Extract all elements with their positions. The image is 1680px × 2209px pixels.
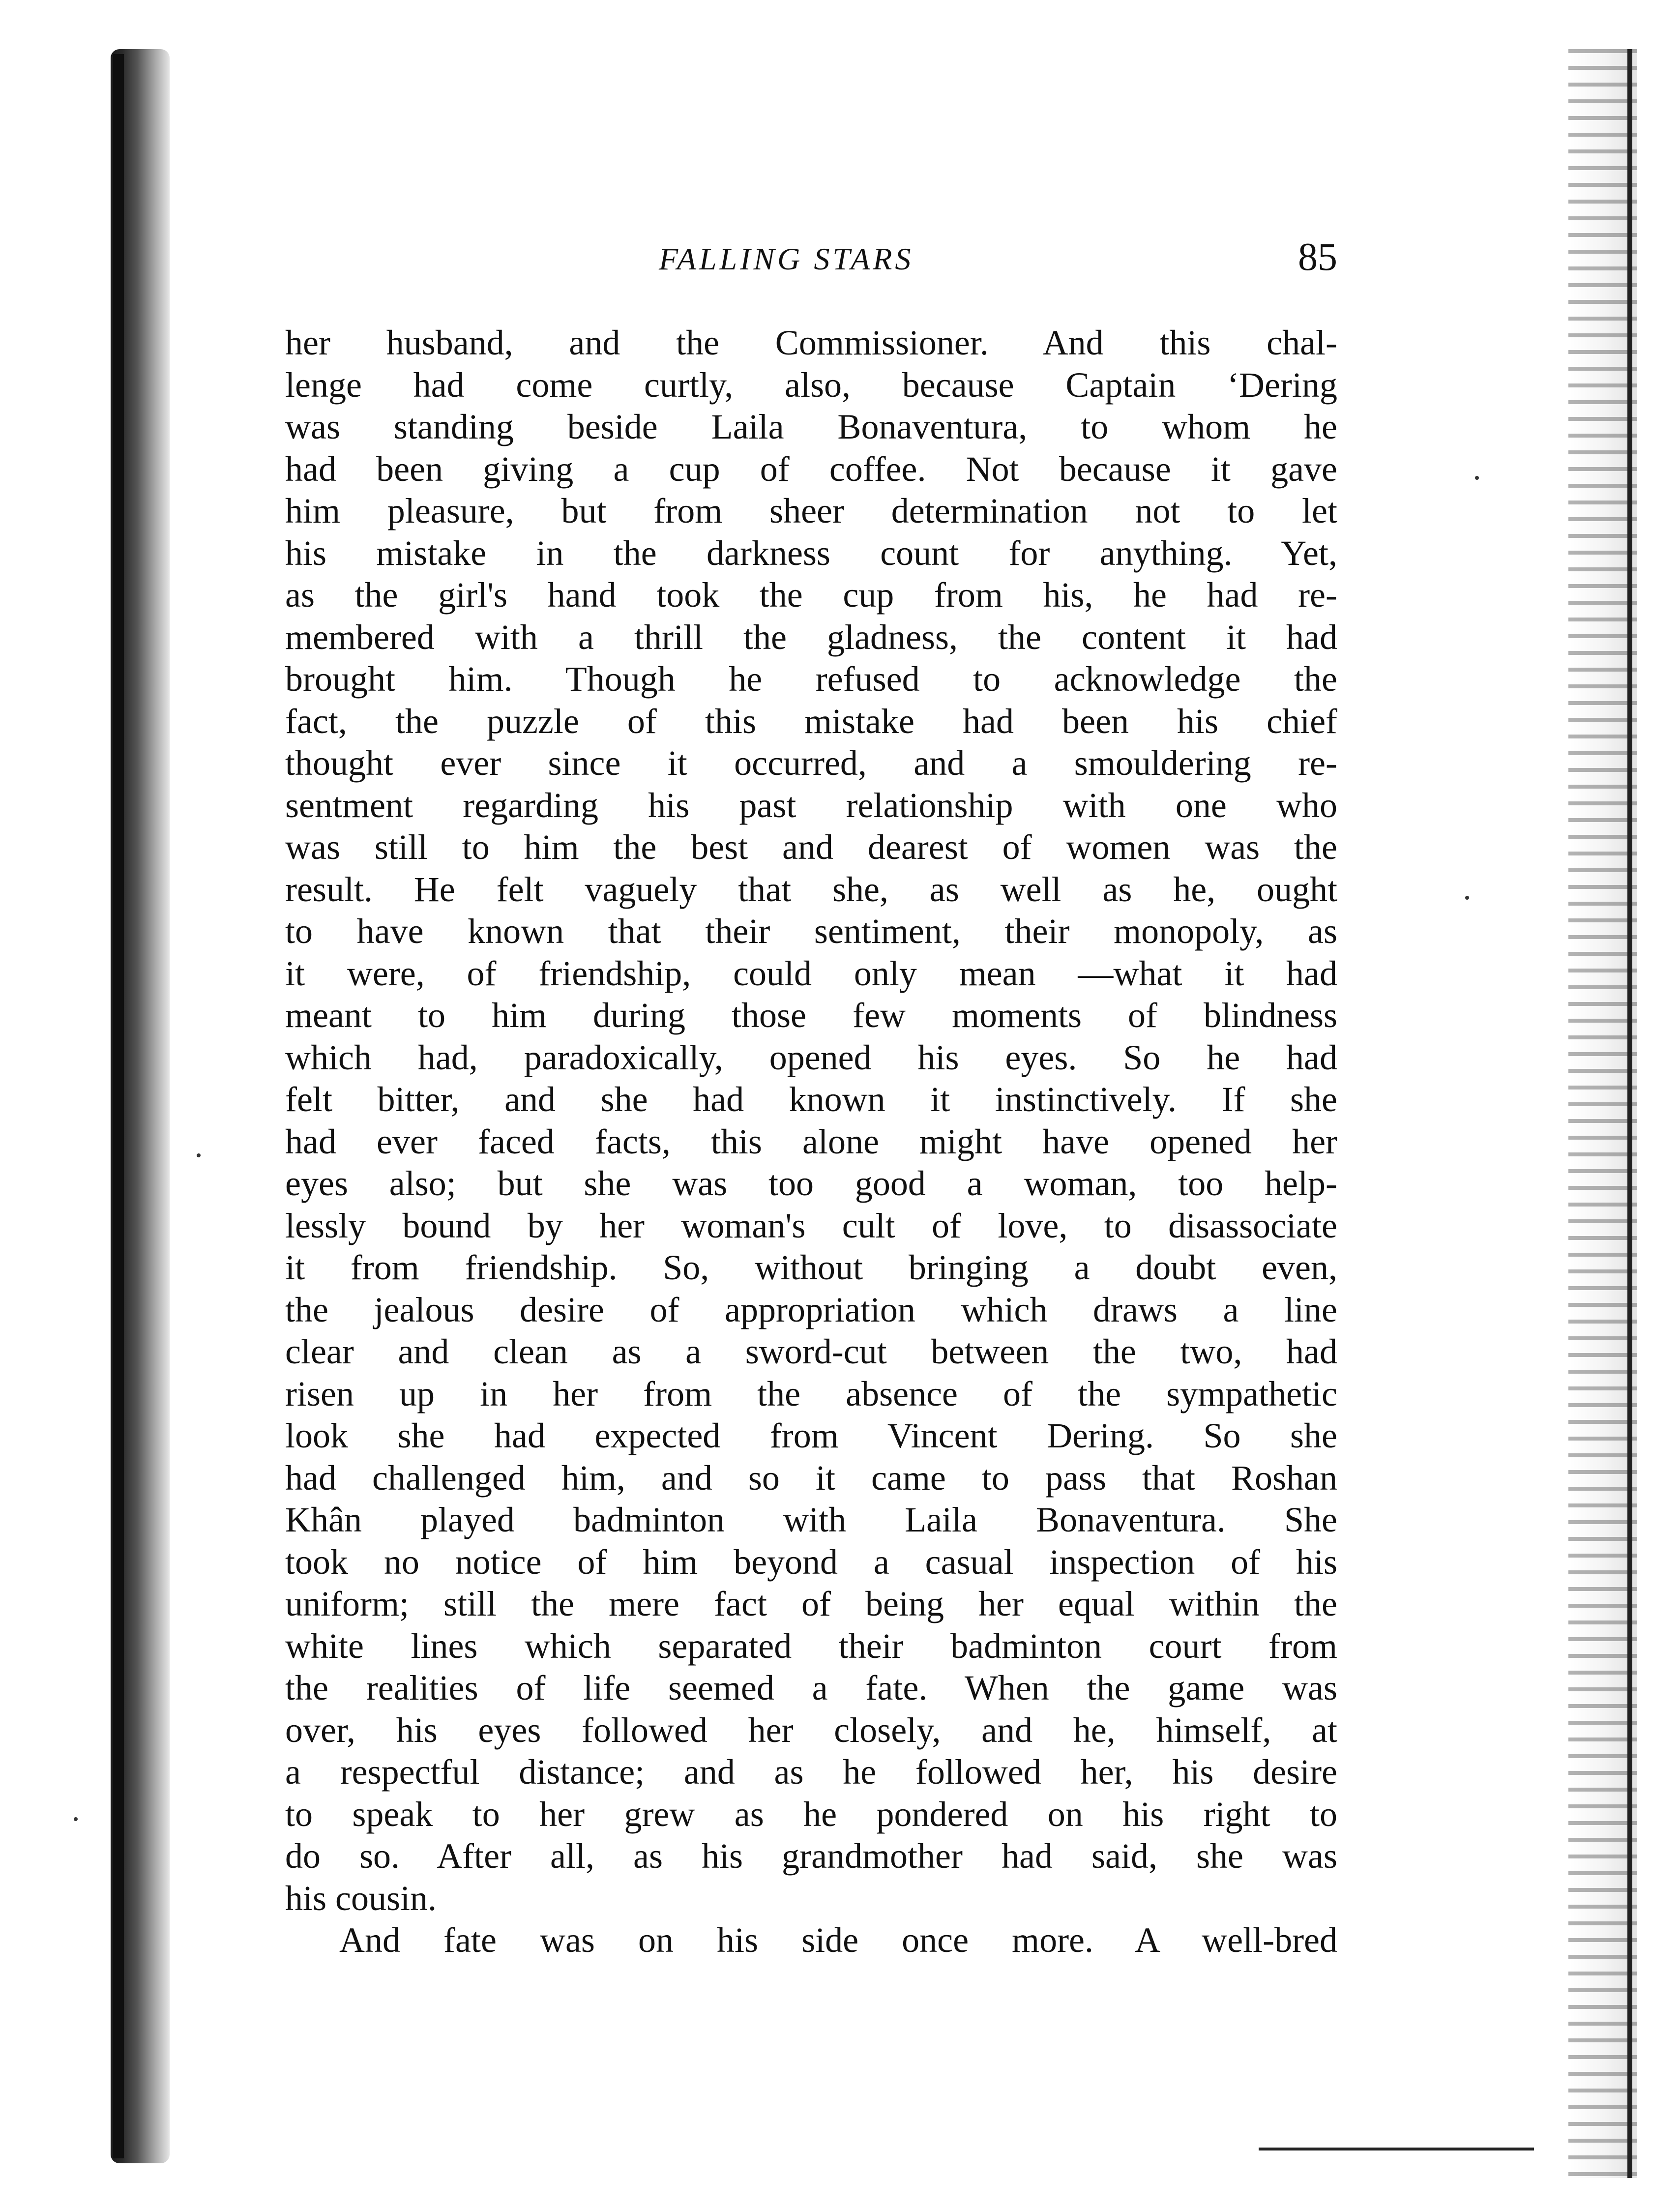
gutter-edge [113, 54, 124, 2158]
ink-speck [1465, 896, 1469, 900]
text-line: look she had expected from Vincent Dering. So she [285, 1416, 1337, 1455]
text-line: lessly bound by her woman's cult of love, to disassociate [285, 1206, 1337, 1245]
text-line: brought him. Though he refused to acknowledge the [285, 659, 1337, 699]
text-line: fact, the puzzle of this mistake had been his chief [285, 701, 1337, 741]
ink-speck [197, 1153, 201, 1157]
text-line: eyes also; but she was too good a woman, too help- [285, 1164, 1337, 1203]
text-line: had challenged him, and so it came to pass that Roshan [285, 1458, 1337, 1498]
text-line: meant to him during those few moments of blindness [285, 996, 1337, 1035]
text-line: the realities of life seemed a fate. When the game was [285, 1668, 1337, 1708]
text-line: had been giving a cup of coffee. Not because it gave [285, 449, 1337, 489]
text-line: his mistake in the darkness count for anything. Yet, [285, 533, 1337, 573]
paragraph-end-line: his cousin. [285, 1878, 437, 1918]
text-line: was standing beside Laila Bonaventura, to whom he [285, 407, 1337, 446]
text-line: had ever faced facts, this alone might have opened her [285, 1121, 1337, 1161]
text-line: it from friendship. So, without bringing a doubt even, [285, 1248, 1337, 1287]
text-line: lenge had come curtly, also, because Captain ‘Dering [285, 365, 1337, 405]
text-line: clear and clean as a sword-cut between the two, had [285, 1332, 1337, 1371]
page-edge-line [1627, 49, 1632, 2178]
text-line: to have known that their sentiment, their monopoly, as [285, 912, 1337, 951]
text-line: felt bitter, and she had known it instinctively. If she [285, 1080, 1337, 1119]
ink-speck [1475, 476, 1479, 480]
text-line: risen up in her from the absence of the sympathetic [285, 1374, 1337, 1414]
text-line: white lines which separated their badminton court from [285, 1626, 1337, 1666]
text-line: uniform; still the mere fact of being her equal within the [285, 1584, 1337, 1623]
text-line: as the girl's hand took the cup from his, he had re- [285, 575, 1337, 615]
text-line: Khân played badminton with Laila Bonaventura. She [285, 1500, 1337, 1539]
body-text [285, 322, 1337, 1962]
text-line: do so. After all, as his grandmother had said, she was [285, 1836, 1337, 1876]
text-line: over, his eyes followed her closely, and he, himself, at [285, 1710, 1337, 1750]
text-line: was still to him the best and dearest of women was the [285, 827, 1337, 867]
text-line: her husband, and the Commissioner. And this chal- [285, 323, 1337, 362]
bottom-rule [1259, 2148, 1534, 2150]
text-line: which had, paradoxically, opened his eyes. So he had [285, 1037, 1337, 1077]
running-title: FALLING STARS [659, 241, 914, 276]
paragraph-start-line: And fate was on his side once more. A well-bred [339, 1920, 1337, 1960]
text-line: thought ever since it occurred, and a smouldering re- [285, 743, 1337, 783]
page-number: 85 [1298, 236, 1337, 279]
text-line: membered with a thrill the gladness, the content it had [285, 617, 1337, 657]
text-line: the jealous desire of appropriation which draws a line [285, 1290, 1337, 1329]
text-line: took no notice of him beyond a casual inspection of his [285, 1542, 1337, 1582]
text-line: a respectful distance; and as he followed her, his desire [285, 1752, 1337, 1792]
text-line: to speak to her grew as he pondered on his right to [285, 1794, 1337, 1834]
text-line: sentment regarding his past relationship with one who [285, 785, 1337, 825]
bleed-through-edge [1568, 49, 1637, 2178]
page-header [285, 236, 1337, 285]
text-line: him pleasure, but from sheer determination not to let [285, 491, 1337, 530]
ink-speck [74, 1817, 78, 1821]
text-line: result. He felt vaguely that she, as well as he, ought [285, 869, 1337, 909]
text-line: it were, of friendship, could only mean —what it had [285, 953, 1337, 993]
